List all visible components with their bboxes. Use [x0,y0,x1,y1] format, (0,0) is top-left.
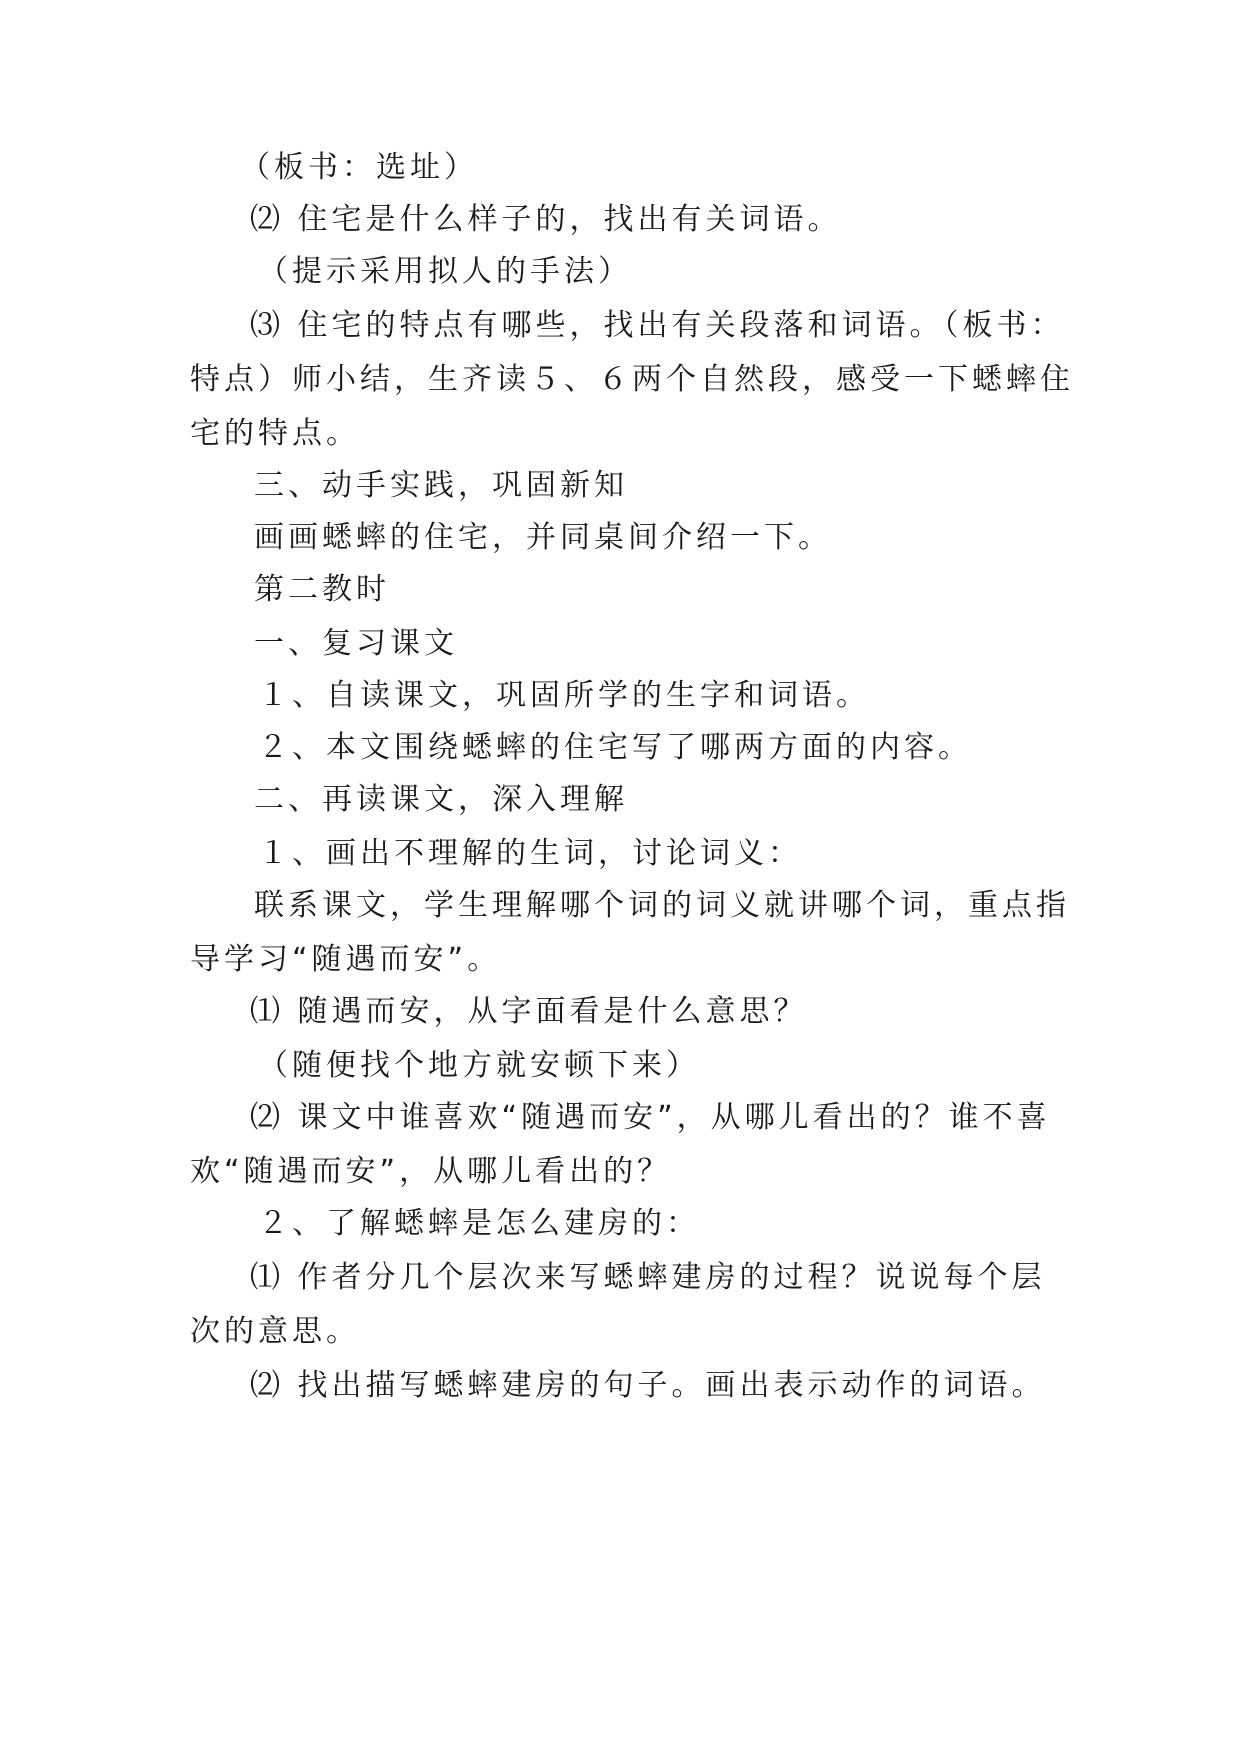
text-line: （提示采用拟人的手法） [258,254,632,289]
text-line: 联系课文，学生理解哪个词的词义就讲哪个词，重点指 [254,888,1070,923]
text-line: 画画蟋蟀的住宅，并同桌间介绍一下。 [254,520,832,555]
text-line: 特点）师小结，生齐读５、６两个自然段，感受一下蟋蟀住 [190,362,1074,397]
text-line: ⑵ 找出描写蟋蟀建房的句子。画出表示动作的词语。 [250,1368,1046,1403]
text-line: ⑶ 住宅的特点有哪些，找出有关段落和词语。（板书： [250,308,1065,343]
text-line: ２、了解蟋蟀是怎么建房的： [258,1206,700,1241]
text-line: （板书：选址） [240,150,478,185]
text-line: ⑵ 课文中谁喜欢“随遇而安”，从哪儿看出的？谁不喜 [250,1100,1051,1135]
text-line: （随便找个地方就安顿下来） [258,1048,700,1083]
text-line: １、自读课文，巩固所学的生字和词语。 [258,678,870,713]
section-heading: 二、再读课文，深入理解 [254,782,628,817]
text-line: 宅的特点。 [190,416,360,451]
text-line: ⑵ 住宅是什么样子的，找出有关词语。 [250,202,842,237]
text-line: ⑴ 作者分几个层次来写蟋蟀建房的过程？说说每个层 [250,1260,1046,1295]
text-line: ２、本文围绕蟋蟀的住宅写了哪两方面的内容。 [258,730,972,765]
text-line: ⑴ 随遇而安，从字面看是什么意思？ [250,994,808,1029]
text-line: １、画出不理解的生词，讨论词义： [258,836,802,871]
section-heading: 一、复习课文 [254,626,458,661]
text-line: 次的意思。 [190,1314,360,1349]
text-line: 导学习“随遇而安”。 [190,942,502,977]
section-heading: 三、动手实践，巩固新知 [254,468,628,503]
text-line: 欢“随遇而安”，从哪儿看出的？ [190,1154,672,1189]
section-heading: 第二教时 [254,572,390,607]
